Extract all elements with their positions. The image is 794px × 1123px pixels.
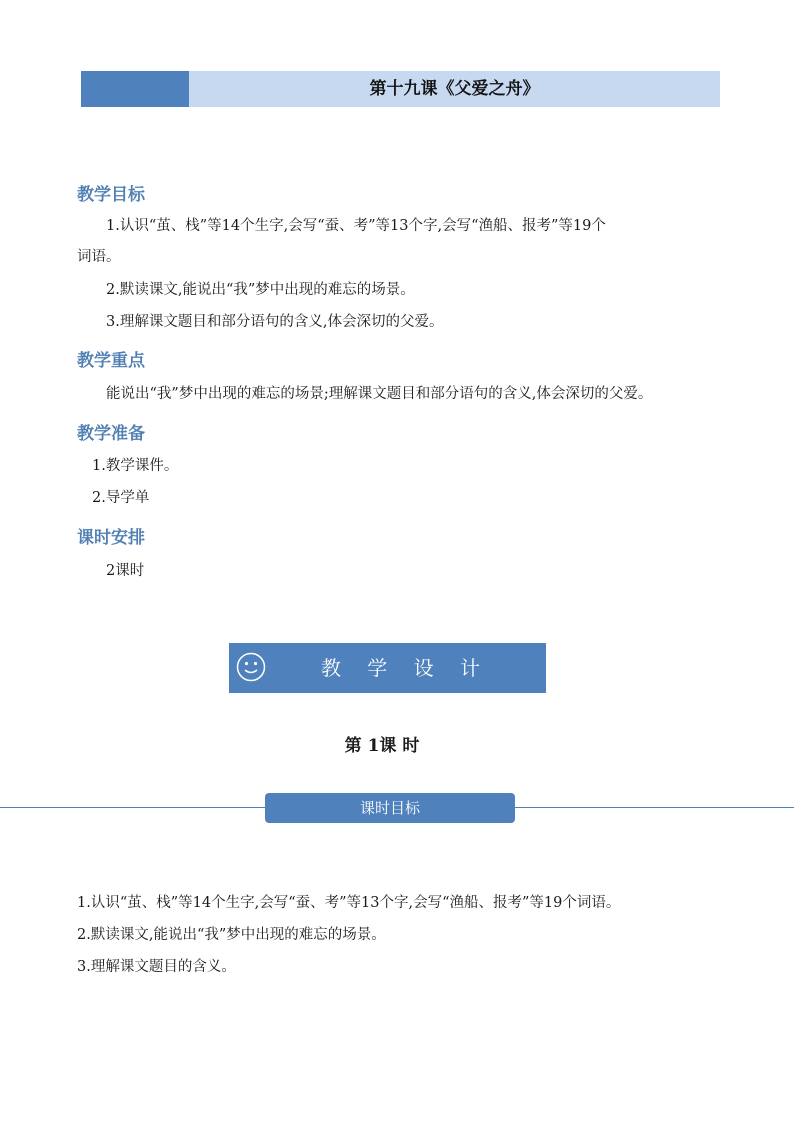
lesson-title: 第十九课《父爱之舟》 xyxy=(369,79,540,99)
heading-teaching-goals: 教学目标 xyxy=(77,185,145,205)
teaching-design-label: 教 学 设 计 xyxy=(320,656,491,680)
objective-item-2: 2.默读课文,能说出“我”梦中出现的难忘的场景。 xyxy=(77,927,386,943)
lesson-period-title: 第 1课 时 xyxy=(344,736,420,756)
period-objectives-label: 课时目标 xyxy=(265,793,515,823)
divider-left xyxy=(0,807,265,808)
objective-item-3: 3.理解课文题目的含义。 xyxy=(77,959,236,975)
teaching-design-banner xyxy=(229,643,546,693)
key-points-text: 能说出“我”梦中出现的难忘的场景;理解课文题目和部分语句的含义,体会深切的父爱。 xyxy=(106,386,653,402)
divider-right xyxy=(515,807,794,808)
heading-schedule: 课时安排 xyxy=(77,528,145,548)
preparation-item-1: 1.教学课件。 xyxy=(92,458,179,474)
lesson-title-bar xyxy=(81,71,720,107)
goal-item-3: 3.理解课文题目和部分语句的含义,体会深切的父爱。 xyxy=(106,314,444,330)
title-accent-block xyxy=(81,71,189,107)
goal-item-1-line-2: 词语。 xyxy=(77,249,121,265)
goal-item-2: 2.默读课文,能说出“我”梦中出现的难忘的场景。 xyxy=(106,282,415,298)
preparation-item-2: 2.导学单 xyxy=(92,490,150,506)
goal-item-1-line-1: 1.认识“茧、栈”等14个生字,会写“蚕、考”等13个字,会写“渔船、报考”等19个 xyxy=(106,218,606,234)
heading-preparation: 教学准备 xyxy=(77,424,145,444)
objective-item-1: 1.认识“茧、栈”等14个生字,会写“蚕、考”等13个字,会写“渔船、报考”等19个词语。 xyxy=(77,895,621,911)
schedule-text: 2课时 xyxy=(106,563,145,579)
heading-key-points: 教学重点 xyxy=(77,351,145,371)
